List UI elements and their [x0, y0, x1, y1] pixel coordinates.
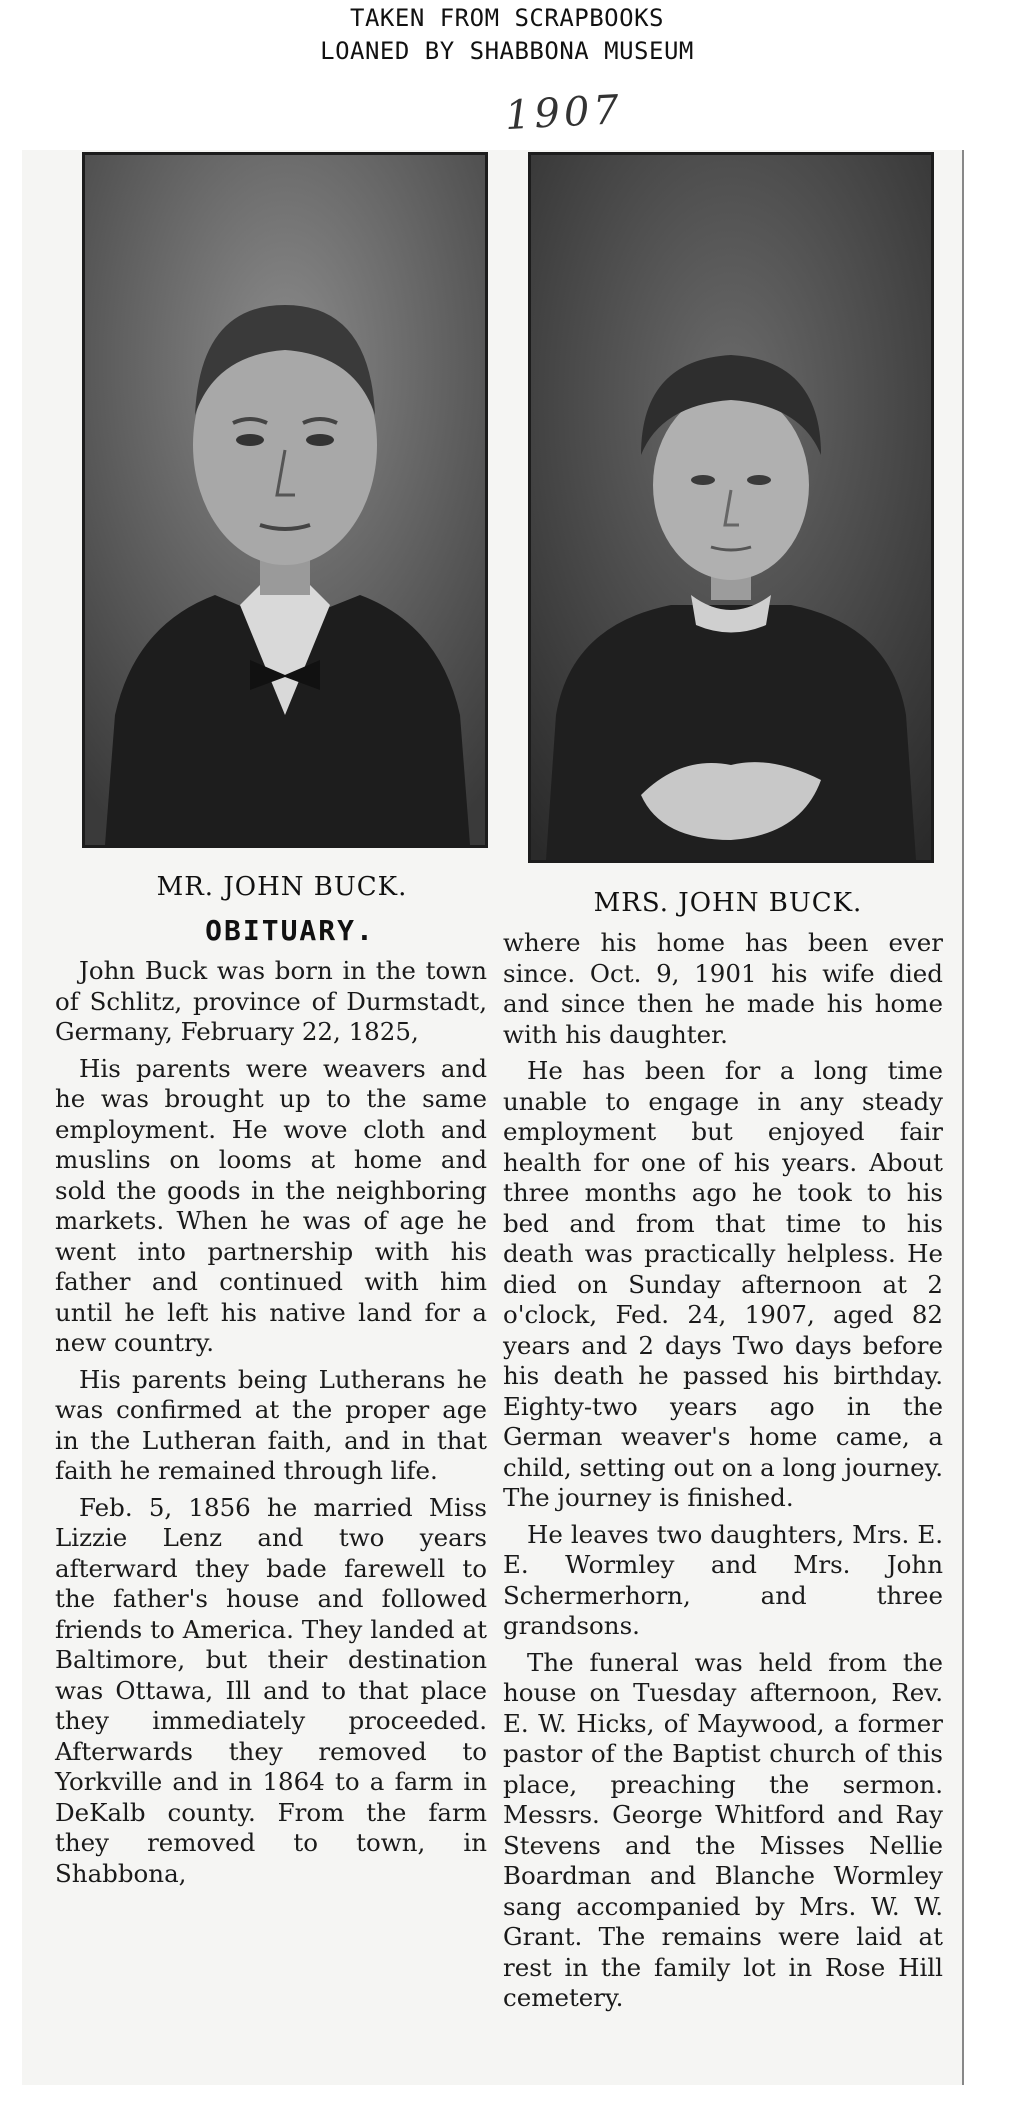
portrait-mr-john-buck — [82, 152, 488, 848]
scrapbook-header — [0, 2, 1014, 68]
handwritten-year: 1907 — [503, 86, 624, 140]
caption-mrs-john-buck: MRS. JOHN BUCK. — [593, 888, 863, 918]
man-portrait-image — [85, 155, 485, 845]
paragraph: He leaves two daughters, Mrs. E. E. Wormley and Mrs. John Schermerhorn, and three grandsons. — [503, 1519, 943, 1640]
paragraph: John Buck was born in the town of Schlitz, province of Durmstadt, Germany, February 22, 1825, — [55, 956, 487, 1046]
header-line-1: TAKEN FROM SCRAPBOOKS — [350, 4, 664, 32]
portrait-mrs-john-buck — [528, 152, 934, 863]
paragraph: He has been for a long time unable to engage in any steady employment but enjoyed fair health for one of his years. About three months ago he took to his bed and from that time to his death was practically helpless. He died on Sunday afternoon at 2 o'clock, Fed. 24, 1907, aged 82 years and 2 days Two days before his death he passed his birthday. Eighty-two years ago in the German weaver's home came, a child, setting out on a long journey. The journey is finished. — [503, 1056, 943, 1512]
header-line-2: LOANED BY SHABBONA MUSEUM — [320, 37, 694, 65]
obituary-right-column — [503, 928, 943, 2020]
obituary-left-column — [55, 956, 487, 1895]
obituary-title: OBITUARY. — [205, 914, 375, 947]
caption-mr-john-buck: MR. JOHN BUCK. — [156, 872, 408, 902]
paragraph: Feb. 5, 1856 he married Miss Lizzie Lenz and two years afterward they bade farewell to the father's house and followed friends to America. They landed at Baltimore, but their destination was Ottawa, Ill and to that place they immediately proceeded. Afterwards they removed to Yorkville and in 1864 to a farm in DeKalb county. From the farm they removed to town, in Shabbona, — [55, 1492, 487, 1888]
paragraph: His parents were weavers and he was brought up to the same employment. He wove cloth and muslins on looms at home and sold the goods in the neighboring markets. When he was of age he went into partnership with his father and continued with him until he left his native land for a new country. — [55, 1053, 487, 1357]
woman-portrait-image — [531, 155, 931, 860]
paragraph: The funeral was held from the house on Tuesday afternoon, Rev. E. W. Hicks, of Maywood, a former pastor of the Baptist church of this place, preaching the sermon. Messrs. George Whitford and Ray Stevens and the Misses Nellie Boardman and Blanche Wormley sang accompanied by Mrs. W. W. Grant. The remains were laid at rest in the family lot in Rose Hill cemetery. — [503, 1647, 943, 2012]
paragraph: where his home has been ever since. Oct. 9, 1901 his wife died and since then he made his home with his daughter. — [503, 928, 943, 1049]
paragraph: His parents being Lutherans he was confirmed at the proper age in the Lutheran faith, and in that faith he remained through life. — [55, 1364, 487, 1485]
